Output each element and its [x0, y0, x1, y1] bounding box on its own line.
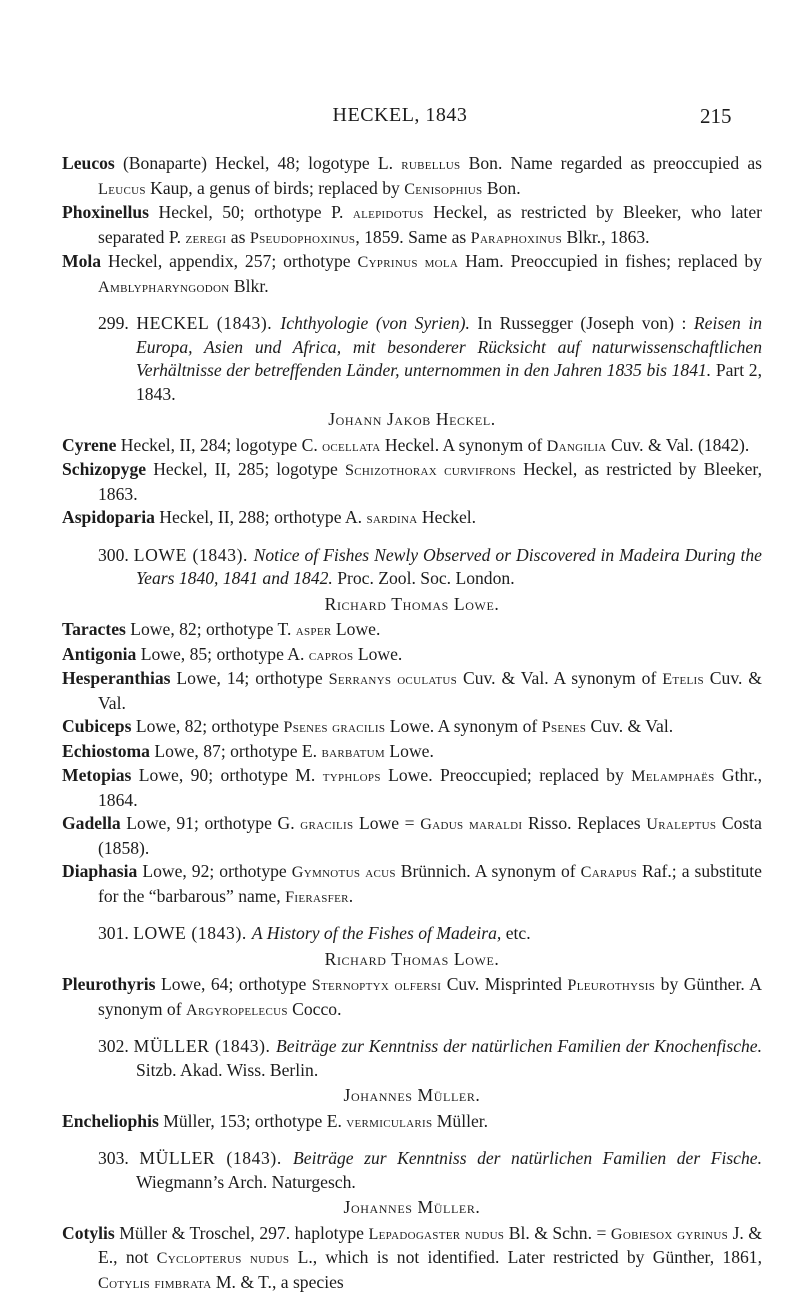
species-name: Psenes [542, 718, 586, 736]
species-name: Schizothorax curvifrons [345, 461, 516, 479]
entry-text: Lowe. [385, 741, 434, 761]
reference-title: Ichthyologie (von Syrien). [280, 313, 469, 333]
genus-name: Schizopyge [62, 459, 146, 479]
entry-text: Bl. & Schn. = [504, 1223, 611, 1243]
species-name: alepidotus [353, 204, 424, 222]
genus-entry [62, 618, 762, 643]
species-name: Argyropelecus [186, 1001, 288, 1019]
genus-name: Echiostoma [62, 741, 150, 761]
entry-text: Costa (1858). [98, 813, 762, 858]
species-name: Cyclopterus nudus [157, 1249, 290, 1267]
species-name: Fierasfer [285, 888, 349, 906]
entry-text: Raf.; a substitute for the “barbarous” name, [98, 861, 762, 906]
entry-text: . [349, 886, 353, 906]
genus-name: Gadella [62, 813, 121, 833]
entry-text: Bon. Name regarded as preoccupied as [460, 153, 762, 173]
entry-text: Cuv. & Val. [586, 716, 673, 736]
genus-name: Taractes [62, 619, 126, 639]
running-head: HECKEL, 1843 [0, 104, 800, 127]
species-name: Leucus [98, 180, 146, 198]
reference-number: 299. [98, 313, 136, 333]
reference-citation [62, 312, 762, 406]
page-header [0, 104, 800, 132]
entry-text: Brünnich. A synonym of [396, 861, 581, 881]
entry-text: J. & E., not [98, 1223, 762, 1268]
genus-name: Encheliophis [62, 1111, 159, 1131]
entry-text: L., which is not identified. Later restricted by Günther, 1861, [289, 1247, 762, 1267]
entry-text: Lowe, 92; orthotype [137, 861, 291, 881]
reference-number: 301. [98, 923, 133, 943]
entry-text: Müller. [432, 1111, 488, 1131]
entry-text: Heckel, II, 285; logotype [146, 459, 345, 479]
genus-name: Cotylis [62, 1223, 115, 1243]
entry-text: Heckel, appendix, 257; orthotype [101, 251, 357, 271]
reference-author: LOWE (1843). [133, 923, 252, 943]
entry-text: Lowe. A synonym of [385, 716, 541, 736]
entry-text: M. & T., a species [212, 1272, 344, 1292]
reference-block [62, 1147, 762, 1220]
species-name: Carapus [581, 863, 637, 881]
species-name: ocellata [322, 437, 380, 455]
species-name: Etelis [662, 670, 704, 688]
reference-author-fullname: Richard Thomas Lowe. [62, 593, 762, 617]
reference-author: LOWE (1843). [134, 545, 254, 565]
genus-name: Phoxinellus [62, 202, 149, 222]
entry-text: Heckel, as restricted by Bleeker, who later separated P. [98, 202, 762, 247]
genus-entry [62, 643, 762, 668]
reference-source: Wiegmann’s Arch. Naturgesch. [136, 1172, 356, 1192]
genus-name: Mola [62, 251, 101, 271]
entry-text: Cuv. & Val. [98, 668, 762, 713]
species-name: Serranys oculatus [329, 670, 457, 688]
reference-title: Notice of Fishes Newly Observed or Discovered in Madeira During the Years 1840, 1841 and 1842. [136, 545, 762, 589]
species-name: zeregi [185, 229, 226, 247]
reference-block [62, 544, 762, 617]
entry-text: Cuv. & Val. (1842). [607, 435, 750, 455]
species-name: Gobiesox gyrinus [611, 1225, 728, 1243]
entry-text: Bon. [482, 178, 520, 198]
genus-name: Antigonia [62, 644, 136, 664]
species-name: Psenes gracilis [283, 718, 385, 736]
entry-text: Müller, 153; orthotype E. [159, 1111, 346, 1131]
genus-name: Metopias [62, 765, 131, 785]
reference-source: Proc. Zool. Soc. London. [333, 568, 515, 588]
reference-citation [62, 922, 762, 946]
reference-author: MÜLLER (1843). [134, 1036, 276, 1056]
entry-text: Lowe, 64; orthotype [156, 974, 312, 994]
entry-text: Lowe, 91; orthotype G. [121, 813, 301, 833]
entry-text: Heckel, 50; orthotype P. [149, 202, 353, 222]
entry-text: as [226, 227, 249, 247]
species-name: barbatum [321, 743, 385, 761]
species-name: vermicularis [346, 1113, 432, 1131]
entry-text: Blkr. [230, 276, 269, 296]
species-name: asper [296, 621, 332, 639]
page-body [62, 152, 762, 1295]
entry-text: Lowe, 87; orthotype E. [150, 741, 322, 761]
species-name: Cyprinus mola [357, 253, 458, 271]
genus-name: Pleurothyris [62, 974, 156, 994]
species-name: capros [309, 646, 354, 664]
species-name: Gymnotus acus [292, 863, 396, 881]
species-name: Melamphaës [631, 767, 714, 785]
genus-entry [62, 201, 762, 250]
reference-source: In Russegger (Joseph von) : [470, 313, 694, 333]
genus-entry [62, 973, 762, 1022]
reference-source-2: Part 2, 1843. [136, 360, 762, 404]
entry-text: Heckel, II, 284; logotype C. [116, 435, 322, 455]
reference-block [62, 922, 762, 971]
species-name: Pseudophoxinus [250, 229, 356, 247]
genus-entry [62, 434, 762, 459]
species-name: sardina [366, 509, 417, 527]
genus-entry [62, 250, 762, 299]
entry-text: (Bonaparte) Heckel, 48; logotype L. [115, 153, 401, 173]
entry-text: Blkr., 1863. [562, 227, 650, 247]
entry-text: Müller & Troschel, 297. haplotype [115, 1223, 369, 1243]
species-name: Uraleptus [646, 815, 716, 833]
entry-text: Lowe, 90; orthotype M. [131, 765, 322, 785]
entry-text: Lowe, 82; orthotype T. [126, 619, 296, 639]
genus-entry [62, 458, 762, 506]
genus-entry [62, 860, 762, 909]
reference-title-2: Reisen in Europa, Asien und Africa, mit besonderer Rücksicht auf naturwissenschaftlichen Verhältnisse der betreffenden Länder, unternommen in den Jahren 1835 bis 1841. [136, 313, 762, 380]
entry-text: Risso. Replaces [522, 813, 646, 833]
reference-author-fullname: Richard Thomas Lowe. [62, 948, 762, 972]
genus-entry [62, 715, 762, 740]
entry-text: Lowe = [353, 813, 420, 833]
entry-text: Ham. Preoccupied in fishes; replaced by [458, 251, 762, 271]
reference-author: HECKEL (1843). [136, 313, 280, 333]
genus-name: Hesperanthias [62, 668, 171, 688]
entry-text: by Günther. A synonym of [98, 974, 762, 1019]
genus-entry [62, 1222, 762, 1295]
entry-text: Lowe. Preoccupied; replaced by [381, 765, 631, 785]
reference-title: Beiträge zur Kenntniss der natürlichen Familien der Fische. [293, 1148, 762, 1168]
reference-title: A History of the Fishes of Madeira, [252, 923, 501, 943]
reference-number: 303. [98, 1148, 139, 1168]
species-name: Paraphoxinus [471, 229, 562, 247]
genus-entry [62, 812, 762, 860]
genus-entry [62, 764, 762, 812]
reference-block [62, 1035, 762, 1108]
genus-entry [62, 1110, 762, 1135]
entry-text: Kaup, a genus of birds; replaced by [146, 178, 404, 198]
genus-name: Diaphasia [62, 861, 137, 881]
entry-text: Heckel, II, 288; orthotype A. [155, 507, 367, 527]
species-name: rubellus [401, 155, 460, 173]
reference-citation [62, 544, 762, 591]
species-name: Amblypharyngodon [98, 278, 230, 296]
genus-entry [62, 740, 762, 765]
species-name: Dangilia [547, 437, 607, 455]
species-name: Cenisophius [404, 180, 482, 198]
genus-name: Aspidoparia [62, 507, 155, 527]
page-number: 215 [700, 104, 732, 129]
entry-text: Cocco. [288, 999, 342, 1019]
reference-number: 300. [98, 545, 134, 565]
species-name: Sternoptyx olfersi [312, 976, 442, 994]
reference-author-fullname: Johann Jakob Heckel. [62, 408, 762, 432]
entry-text: Lowe, 85; orthotype A. [136, 644, 309, 664]
genus-name: Cyrene [62, 435, 116, 455]
reference-source: etc. [501, 923, 530, 943]
reference-citation [62, 1035, 762, 1082]
reference-source: Sitzb. Akad. Wiss. Berlin. [136, 1060, 318, 1080]
entry-text: Lowe, 14; orthotype [171, 668, 329, 688]
species-name: Cotylis fimbrata [98, 1274, 212, 1292]
entry-text: Cuv. Misprinted [441, 974, 567, 994]
entry-text: Lowe. [332, 619, 381, 639]
species-name: Gadus maraldi [420, 815, 522, 833]
genus-name: Cubiceps [62, 716, 131, 736]
entry-text: Cuv. & Val. A synonym of [457, 668, 662, 688]
genus-entry [62, 667, 762, 715]
entry-text: Lowe, 82; orthotype [131, 716, 283, 736]
entry-text: Gthr., 1864. [98, 765, 762, 810]
reference-title: Beiträge zur Kenntniss der natürlichen Familien der Knochenfische. [276, 1036, 762, 1056]
species-name: gracilis [300, 815, 353, 833]
entry-text: Heckel, as restricted by Bleeker, 1863. [98, 459, 762, 504]
reference-number: 302. [98, 1036, 134, 1056]
entry-text: Lowe. [353, 644, 402, 664]
species-name: Pleurothysis [567, 976, 655, 994]
reference-author: MÜLLER (1843). [139, 1148, 293, 1168]
entry-text: , 1859. Same as [355, 227, 470, 247]
reference-citation [62, 1147, 762, 1194]
entry-text: Heckel. [417, 507, 476, 527]
genus-entry [62, 152, 762, 201]
genus-name: Leucos [62, 153, 115, 173]
genus-entry [62, 506, 762, 531]
entry-text: Heckel. A synonym of [380, 435, 546, 455]
reference-block [62, 312, 762, 432]
reference-author-fullname: Johannes Müller. [62, 1084, 762, 1108]
species-name: Lepadogaster nudus [368, 1225, 504, 1243]
reference-author-fullname: Johannes Müller. [62, 1196, 762, 1220]
species-name: typhlops [323, 767, 381, 785]
